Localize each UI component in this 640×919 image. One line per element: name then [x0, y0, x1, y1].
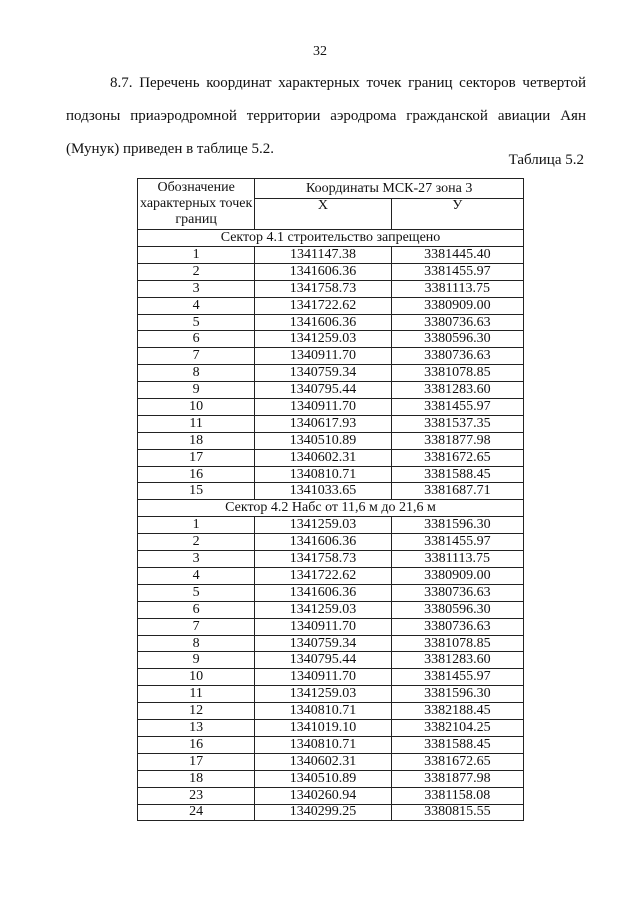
cell-x: 1341722.62 — [255, 568, 391, 585]
cell-y: 3380909.00 — [391, 568, 523, 585]
cell-y: 3381877.98 — [391, 432, 523, 449]
table-row — [138, 703, 524, 720]
table-row — [138, 669, 524, 686]
coordinates-table — [137, 178, 524, 821]
cell-y: 3381158.08 — [391, 787, 523, 804]
cell-x: 1340810.71 — [255, 703, 391, 720]
cell-point: 24 — [138, 804, 255, 821]
cell-x: 1340260.94 — [255, 787, 391, 804]
page-number: 32 — [313, 44, 327, 59]
cell-point: 17 — [138, 449, 255, 466]
cell-y: 3382104.25 — [391, 720, 523, 737]
table-row — [138, 247, 524, 264]
table-row — [138, 517, 524, 534]
cell-x: 1341259.03 — [255, 601, 391, 618]
cell-x: 1340810.71 — [255, 736, 391, 753]
cell-point: 16 — [138, 736, 255, 753]
table-row — [138, 618, 524, 635]
cell-point: 6 — [138, 601, 255, 618]
cell-point: 10 — [138, 669, 255, 686]
cell-x: 1340759.34 — [255, 635, 391, 652]
cell-point: 1 — [138, 247, 255, 264]
cell-point: 10 — [138, 399, 255, 416]
cell-x: 1340602.31 — [255, 449, 391, 466]
cell-x: 1341259.03 — [255, 686, 391, 703]
cell-point: 1 — [138, 517, 255, 534]
cell-y: 3380596.30 — [391, 601, 523, 618]
cell-point: 23 — [138, 787, 255, 804]
cell-y: 3380736.63 — [391, 348, 523, 365]
table-row — [138, 331, 524, 348]
table-row — [138, 635, 524, 652]
cell-x: 1340911.70 — [255, 669, 391, 686]
cell-x: 1341606.36 — [255, 534, 391, 551]
cell-point: 15 — [138, 483, 255, 500]
cell-y: 3381455.97 — [391, 263, 523, 280]
cell-x: 1340510.89 — [255, 432, 391, 449]
cell-point: 11 — [138, 686, 255, 703]
header-coordinates-group: Координаты МСК-27 зона 3 — [255, 179, 524, 199]
cell-y: 3381877.98 — [391, 770, 523, 787]
cell-point: 7 — [138, 618, 255, 635]
section-row — [138, 500, 524, 517]
table-row — [138, 280, 524, 297]
cell-point: 4 — [138, 297, 255, 314]
cell-x: 1340795.44 — [255, 652, 391, 669]
table-row — [138, 483, 524, 500]
cell-x: 1340810.71 — [255, 466, 391, 483]
cell-y: 3380736.63 — [391, 314, 523, 331]
cell-y: 3381078.85 — [391, 635, 523, 652]
cell-y: 3381596.30 — [391, 686, 523, 703]
cell-point: 8 — [138, 635, 255, 652]
cell-point: 12 — [138, 703, 255, 720]
table-row — [138, 770, 524, 787]
cell-y: 3381672.65 — [391, 753, 523, 770]
table-row — [138, 314, 524, 331]
section-row — [138, 230, 524, 247]
table-row — [138, 551, 524, 568]
table-row — [138, 720, 524, 737]
table-row — [138, 365, 524, 382]
cell-point: 17 — [138, 753, 255, 770]
cell-x: 1340617.93 — [255, 415, 391, 432]
cell-point: 8 — [138, 365, 255, 382]
table-row — [138, 263, 524, 280]
cell-point: 2 — [138, 534, 255, 551]
cell-x: 1341758.73 — [255, 551, 391, 568]
table-row — [138, 382, 524, 399]
cell-x: 1341606.36 — [255, 314, 391, 331]
cell-y: 3380596.30 — [391, 331, 523, 348]
cell-y: 3381588.45 — [391, 466, 523, 483]
table-row — [138, 466, 524, 483]
header-y: У — [391, 199, 523, 230]
cell-y: 3381078.85 — [391, 365, 523, 382]
cell-point: 13 — [138, 720, 255, 737]
table-row — [138, 415, 524, 432]
table-row — [138, 787, 524, 804]
cell-y: 3381113.75 — [391, 280, 523, 297]
cell-x: 1341722.62 — [255, 297, 391, 314]
cell-y: 3380736.63 — [391, 618, 523, 635]
table-row — [138, 686, 524, 703]
section-title: Сектор 4.1 строительство запрещено — [138, 230, 524, 247]
cell-y: 3380736.63 — [391, 584, 523, 601]
cell-x: 1341019.10 — [255, 720, 391, 737]
header-point-designation: Обозначение характерных точек границ — [138, 179, 255, 230]
cell-point: 9 — [138, 652, 255, 669]
cell-point: 7 — [138, 348, 255, 365]
cell-y: 3381283.60 — [391, 652, 523, 669]
table-row — [138, 432, 524, 449]
table-row — [138, 297, 524, 314]
table-row — [138, 584, 524, 601]
cell-x: 1341606.36 — [255, 263, 391, 280]
table-row — [138, 568, 524, 585]
cell-x: 1340795.44 — [255, 382, 391, 399]
paragraph-line: 8.7. Перечень координат характерных точек границ секторов четвертой — [110, 75, 586, 91]
cell-y: 3380815.55 — [391, 804, 523, 821]
cell-y: 3381455.97 — [391, 399, 523, 416]
table-row — [138, 399, 524, 416]
table-body — [138, 230, 524, 821]
table-row — [138, 601, 524, 618]
table-row — [138, 736, 524, 753]
cell-point: 3 — [138, 280, 255, 297]
cell-x: 1341147.38 — [255, 247, 391, 264]
table-row — [138, 804, 524, 821]
cell-y: 3381113.75 — [391, 551, 523, 568]
cell-y: 3381537.35 — [391, 415, 523, 432]
cell-x: 1340911.70 — [255, 618, 391, 635]
cell-x: 1340911.70 — [255, 399, 391, 416]
cell-x: 1341758.73 — [255, 280, 391, 297]
cell-y: 3381687.71 — [391, 483, 523, 500]
paragraph-line: (Мунук) приведен в таблице 5.2. — [66, 141, 275, 157]
cell-y: 3381672.65 — [391, 449, 523, 466]
table-row — [138, 348, 524, 365]
table-row — [138, 753, 524, 770]
cell-point: 18 — [138, 770, 255, 787]
cell-y: 3382188.45 — [391, 703, 523, 720]
cell-x: 1341033.65 — [255, 483, 391, 500]
cell-point: 18 — [138, 432, 255, 449]
cell-x: 1341259.03 — [255, 517, 391, 534]
intro-paragraph — [66, 70, 586, 163]
cell-y: 3381596.30 — [391, 517, 523, 534]
table-caption: Таблица 5.2 — [508, 152, 584, 168]
cell-x: 1340510.89 — [255, 770, 391, 787]
cell-y: 3381455.97 — [391, 669, 523, 686]
cell-point: 3 — [138, 551, 255, 568]
section-title: Сектор 4.2 Набс от 11,6 м до 21,6 м — [138, 500, 524, 517]
cell-x: 1341259.03 — [255, 331, 391, 348]
cell-point: 4 — [138, 568, 255, 585]
paragraph-line: подзоны приаэродромной территории аэродрома гражданской авиации Аян — [66, 108, 586, 124]
cell-point: 16 — [138, 466, 255, 483]
cell-x: 1340299.25 — [255, 804, 391, 821]
cell-x: 1340602.31 — [255, 753, 391, 770]
header-x: X — [255, 199, 391, 230]
cell-x: 1341606.36 — [255, 584, 391, 601]
cell-point: 2 — [138, 263, 255, 280]
cell-point: 6 — [138, 331, 255, 348]
cell-y: 3380909.00 — [391, 297, 523, 314]
cell-x: 1340911.70 — [255, 348, 391, 365]
table-row — [138, 534, 524, 551]
cell-point: 5 — [138, 314, 255, 331]
table-row — [138, 652, 524, 669]
cell-x: 1340759.34 — [255, 365, 391, 382]
cell-y: 3381283.60 — [391, 382, 523, 399]
cell-y: 3381588.45 — [391, 736, 523, 753]
cell-y: 3381455.97 — [391, 534, 523, 551]
cell-point: 9 — [138, 382, 255, 399]
table-row — [138, 449, 524, 466]
cell-point: 5 — [138, 584, 255, 601]
cell-y: 3381445.40 — [391, 247, 523, 264]
cell-point: 11 — [138, 415, 255, 432]
